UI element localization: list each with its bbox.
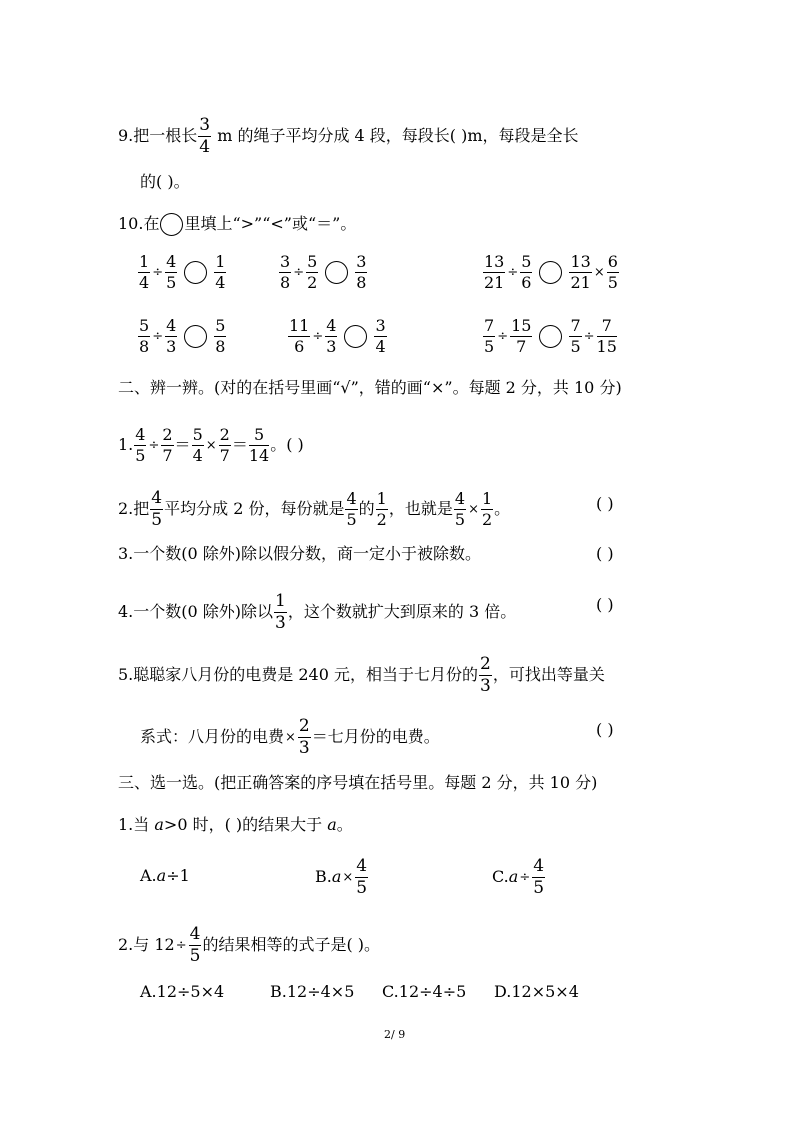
answer-paren[interactable]: ( ) <box>596 544 614 563</box>
fraction: $\frac{2}{7}$ <box>219 425 230 465</box>
fraction: $\frac{5}{2}$ <box>307 252 318 292</box>
option-b[interactable]: B.a× $\frac{4}{5}$ <box>315 856 368 898</box>
fraction: $\frac{1}{4}$ <box>139 252 150 292</box>
answer-circle[interactable] <box>539 261 562 284</box>
fraction: $\frac{1}{2}$ <box>376 489 387 529</box>
compare-item: $\frac{1}{4}$ ÷ $\frac{4}{5}$ $\frac{1}{4}$ <box>139 252 226 292</box>
fraction: $\frac{5}{8}$ <box>215 316 226 356</box>
fraction: $\frac{4}{5}$ <box>454 489 466 529</box>
fraction: $\frac{2}{3}$ <box>298 716 310 758</box>
fraction: $\frac{2}{3}$ <box>479 654 491 696</box>
fraction: $\frac{13}{21}$ <box>484 252 505 292</box>
compare-item: $\frac{7}{5}$ ÷ $\frac{15}{7}$ $\frac{7}{5}$ ÷ $\frac{7}{15}$ <box>484 316 617 356</box>
fraction: $\frac{1}{4}$ <box>215 252 226 292</box>
fraction: $\frac{4}{5}$ <box>189 924 201 966</box>
section-heading: 三、选一选。(把正确答案的序号填在括号里。每题 2 分，共 10 分) <box>118 773 598 792</box>
fraction: $\frac{4}{5}$ <box>346 489 357 529</box>
answer-paren[interactable]: 。( ) <box>270 435 304 454</box>
option-b[interactable]: B.12÷4×5 <box>270 982 355 1001</box>
answer-circle[interactable] <box>184 325 207 348</box>
option-a[interactable]: A.12÷5×4 <box>140 982 225 1001</box>
fraction: $\frac{7}{5}$ <box>570 316 581 356</box>
fraction: $\frac{3}{8}$ <box>356 252 367 292</box>
fraction: $\frac{4}{5}$ <box>166 252 177 292</box>
section-heading: 二、辨一辨。(对的在括号里画“√”，错的画“×”。每题 2 分，共 10 分) <box>118 378 622 397</box>
judge-question-5-line1: 5.聪聪家八月份的电费是 240 元，相当于七月份的 $\frac{2}{3}$ ，可找出等量关 <box>118 654 605 696</box>
choice-question-2: 2.与 12÷ $\frac{4}{5}$ 的结果相等的式子是( )。 <box>118 924 381 966</box>
answer-circle[interactable] <box>344 325 367 348</box>
answer-paren[interactable]: ( ) <box>596 494 614 513</box>
fraction: $\frac{7}{15}$ <box>596 316 617 356</box>
choice-question-1: 1.当 a>0 时，( )的结果大于 a。 <box>118 815 353 834</box>
fraction: $\frac{6}{5}$ <box>607 252 618 292</box>
fraction: $\frac{2}{7}$ <box>162 425 173 465</box>
answer-paren[interactable]: ( ) <box>596 720 614 739</box>
option-a[interactable]: A.a÷1 <box>140 866 190 885</box>
fraction: $\frac{5}{8}$ <box>139 316 150 356</box>
fraction: $\frac{1}{2}$ <box>481 489 493 529</box>
judge-question-4: 4.一个数(0 除外)除以 $\frac{1}{3}$ ，这个数就扩大到原来的 3 倍。 <box>118 591 517 633</box>
judge-question-5-line2: 系式：八月份的电费× $\frac{2}{3}$ ＝七月份的电费。 <box>140 716 440 758</box>
answer-circle[interactable] <box>325 261 348 284</box>
fraction: $\frac{4}{3}$ <box>326 316 337 356</box>
question-9-line2: 的( )。 <box>140 172 190 191</box>
page-number: 2/ 9 <box>384 1028 406 1041</box>
fraction: $\frac{1}{3}$ <box>275 591 286 633</box>
fraction: $\frac{5}{6}$ <box>521 252 532 292</box>
option-c[interactable]: C.a÷ $\frac{4}{5}$ <box>492 856 545 898</box>
compare-item: $\frac{13}{21}$ ÷ $\frac{5}{6}$ $\frac{13}{21}$ × $\frac{6}{5}$ <box>484 252 618 292</box>
option-d[interactable]: D.12×5×4 <box>494 982 579 1001</box>
judge-question-1: 1. $\frac{4}{5}$ ÷ $\frac{2}{7}$ ＝ $\frac{5}{4}$ × $\frac{2}{7}$ ＝ $\frac{5}{14}$ 。( ) <box>118 425 304 465</box>
option-c[interactable]: C.12÷4÷5 <box>382 982 467 1001</box>
judge-question-2: 2.把 $\frac{4}{5}$ 平均分成 2 份，每份就是 $\frac{4}{5}$ 的 $\frac{1}{2}$ ，也就是 $\frac{4}{5}$ × $\frac{1}{2}$ 。 <box>118 488 511 530</box>
compare-item: $\frac{3}{8}$ ÷ $\frac{5}{2}$ $\frac{3}{8}$ <box>280 252 367 292</box>
judge-question-3: 3.一个数(0 除外)除以假分数，商一定小于被除数。 <box>118 544 482 563</box>
fraction: $\frac{4}{3}$ <box>166 316 177 356</box>
answer-circle[interactable] <box>184 261 207 284</box>
fraction: $\frac{3}{4}$ <box>199 115 211 157</box>
fraction: $\frac{3}{8}$ <box>280 252 291 292</box>
compare-item: $\frac{11}{6}$ ÷ $\frac{4}{3}$ $\frac{3}{4}$ <box>289 316 386 356</box>
blank-circle-icon <box>160 213 183 236</box>
fraction: $\frac{15}{7}$ <box>511 316 532 356</box>
fraction: $\frac{4}{5}$ <box>151 488 163 530</box>
fraction: $\frac{5}{14}$ <box>248 425 270 465</box>
answer-paren[interactable]: ( ) <box>596 595 614 614</box>
answer-circle[interactable] <box>539 325 562 348</box>
fraction: $\frac{7}{5}$ <box>484 316 495 356</box>
question-10: 10.在 里填上“>”“<”或“＝”。 <box>118 213 356 236</box>
fraction: $\frac{4}{5}$ <box>135 425 146 465</box>
question-9-line1: 9.把一根长 $\frac{3}{4}$ m 的绳子平均分成 4 段，每段长( )m，每段是全长 <box>118 115 579 157</box>
fraction: $\frac{11}{6}$ <box>289 316 310 356</box>
fraction: $\frac{4}{5}$ <box>533 856 545 898</box>
fraction: $\frac{5}{4}$ <box>192 425 203 465</box>
fraction: $\frac{4}{5}$ <box>356 856 368 898</box>
compare-item: $\frac{5}{8}$ ÷ $\frac{4}{3}$ $\frac{5}{8}$ <box>139 316 226 356</box>
fraction: $\frac{13}{21}$ <box>570 252 591 292</box>
fraction: $\frac{3}{4}$ <box>375 316 386 356</box>
